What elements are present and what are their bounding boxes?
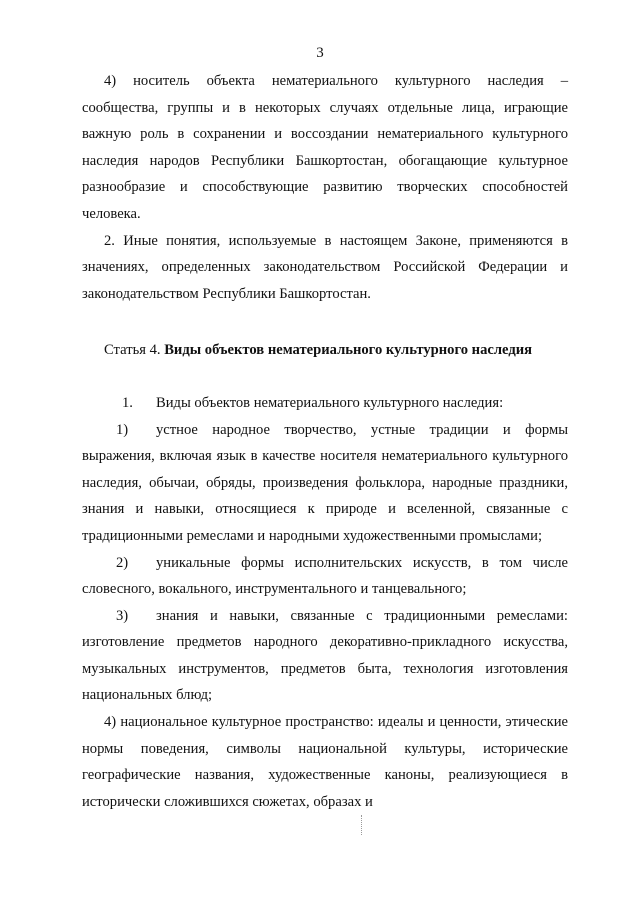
scan-artifact: [361, 815, 364, 835]
list-item: [82, 709, 568, 815]
page-number: 3: [316, 45, 324, 61]
list-item-text: знания и навыки, связанные с традиционными ремеслами: изготовление предметов народного декоративно-прикладного искусства, музыкальных инструментов, предметов быта, технология изготовления национальных блюд;: [82, 607, 568, 704]
paragraph-other-concepts: 2. Иные понятия, используемые в настоящем Законе, применяются в значениях, определенных законодательством Российской Федерации и законодательством Республики Башкортостан.: [82, 232, 568, 302]
article-title: Виды объектов нематериального культурного наследия: [164, 342, 533, 359]
list-item-text: национальное культурное пространство: идеалы и ценности, этические нормы поведения, символы национальной культуры, исторические географические названия, художественные каноны, реализующиеся в исторически сложившихся сюжетах, образах и: [82, 714, 568, 810]
list-item: [82, 417, 568, 550]
list-intro-number: 1.: [122, 394, 133, 411]
list-item-text: устное народное творчество, устные традиции и формы выражения, включая язык в качестве носителя нематериального культурного наследия, обычаи, обряды, произведения фольклора, народные праздники, знания и навыки, относящиеся к природе и вселенной, связанные с традиционными ремеслами и народными художественными промыслами;: [82, 421, 568, 544]
list-intro: [82, 390, 568, 417]
list-intro-text: Виды объектов нематериального культурного наследия:: [156, 394, 504, 411]
article-number: Статья 4.: [104, 342, 161, 359]
article-heading: [82, 337, 568, 364]
list-item-number: 2): [116, 554, 129, 571]
list-item-text: уникальные формы исполнительских искусств, в том числе словесного, вокального, инструментального и танцевального;: [82, 554, 568, 598]
list-item: [82, 603, 568, 709]
list-item-number: 3): [116, 607, 129, 624]
document-body: [82, 68, 568, 815]
paragraph-carrier-definition: 4) носитель объекта нематериального культурного наследия – сообщества, группы и в некоторых случаях отдельные лица, играющие важную роль в сохранении и воссоздании нематериального культурного наследия народов Республики Башкортостан, обогащающие культурное разнообразие и способствующие развитию творческих способностей человека.: [82, 73, 568, 222]
list-item: [82, 550, 568, 603]
list-item-number: 4): [104, 714, 117, 731]
list-item-number: 1): [116, 421, 129, 438]
